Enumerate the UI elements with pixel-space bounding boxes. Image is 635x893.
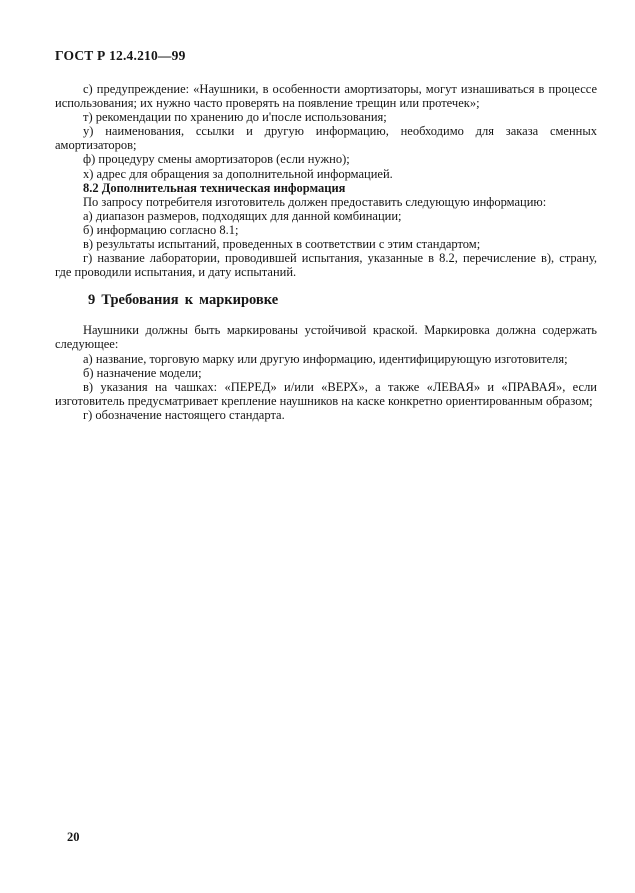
subsection-heading-8-2: 8.2 Дополнительная техническая информация <box>83 180 346 195</box>
section-heading-9: 9 Требования к маркировке <box>88 292 279 309</box>
paragraph: в) указания на чашках: «ПЕРЕД» и/или «ВЕРХ», а также «ЛЕВАЯ» и «ПРАВАЯ», если изготовитель предусматривает крепление наушников на каске конкретно ориентированным образом; <box>55 379 597 408</box>
paragraph: г) название лаборатории, проводившей испытания, указанные в 8.2, перечисление в), страну, где проводили испытания, и дату испытаний. <box>55 251 597 280</box>
paragraph: б) информацию согласно 8.1; <box>83 222 239 237</box>
page-number: 20 <box>67 830 80 844</box>
paragraph: а) диапазон размеров, подходящих для данной комбинации; <box>83 208 402 223</box>
paragraph: б) назначение модели; <box>83 365 202 380</box>
paragraph: с) предупреждение: «Наушники, в особенности амортизаторы, могут изнашиваться в процессе использования; их нужно часто проверять на появление трещин или протечек»; <box>55 82 597 111</box>
paragraph: г) обозначение настоящего стандарта. <box>83 407 285 422</box>
paragraph: в) результаты испытаний, проведенных в соответствии с этим стандартом; <box>83 237 481 252</box>
paragraph: ф) процедуру смены амортизаторов (если нужно); <box>83 152 350 167</box>
paragraph: а) название, торговую марку или другую информацию, идентифицирующую изготовителя; <box>83 351 568 366</box>
running-header: ГОСТ Р 12.4.210—99 <box>55 48 186 63</box>
paragraph: Наушники должны быть маркированы устойчивой краской. Маркировка должна содержать следующее: <box>55 323 597 352</box>
section-8-body <box>55 82 597 279</box>
section-9-body <box>55 323 597 422</box>
paragraph: По запросу потребителя изготовитель должен предоставить следующую информацию: <box>83 194 547 209</box>
paragraph: х) адрес для обращения за дополнительной информацией. <box>83 166 393 181</box>
paragraph: у) наименования, ссылки и другую информацию, необходимо для заказа сменных амортизаторов; <box>55 124 597 153</box>
page-content <box>55 48 597 422</box>
paragraph: т) рекомендации по хранению до и'после использования; <box>83 110 387 125</box>
